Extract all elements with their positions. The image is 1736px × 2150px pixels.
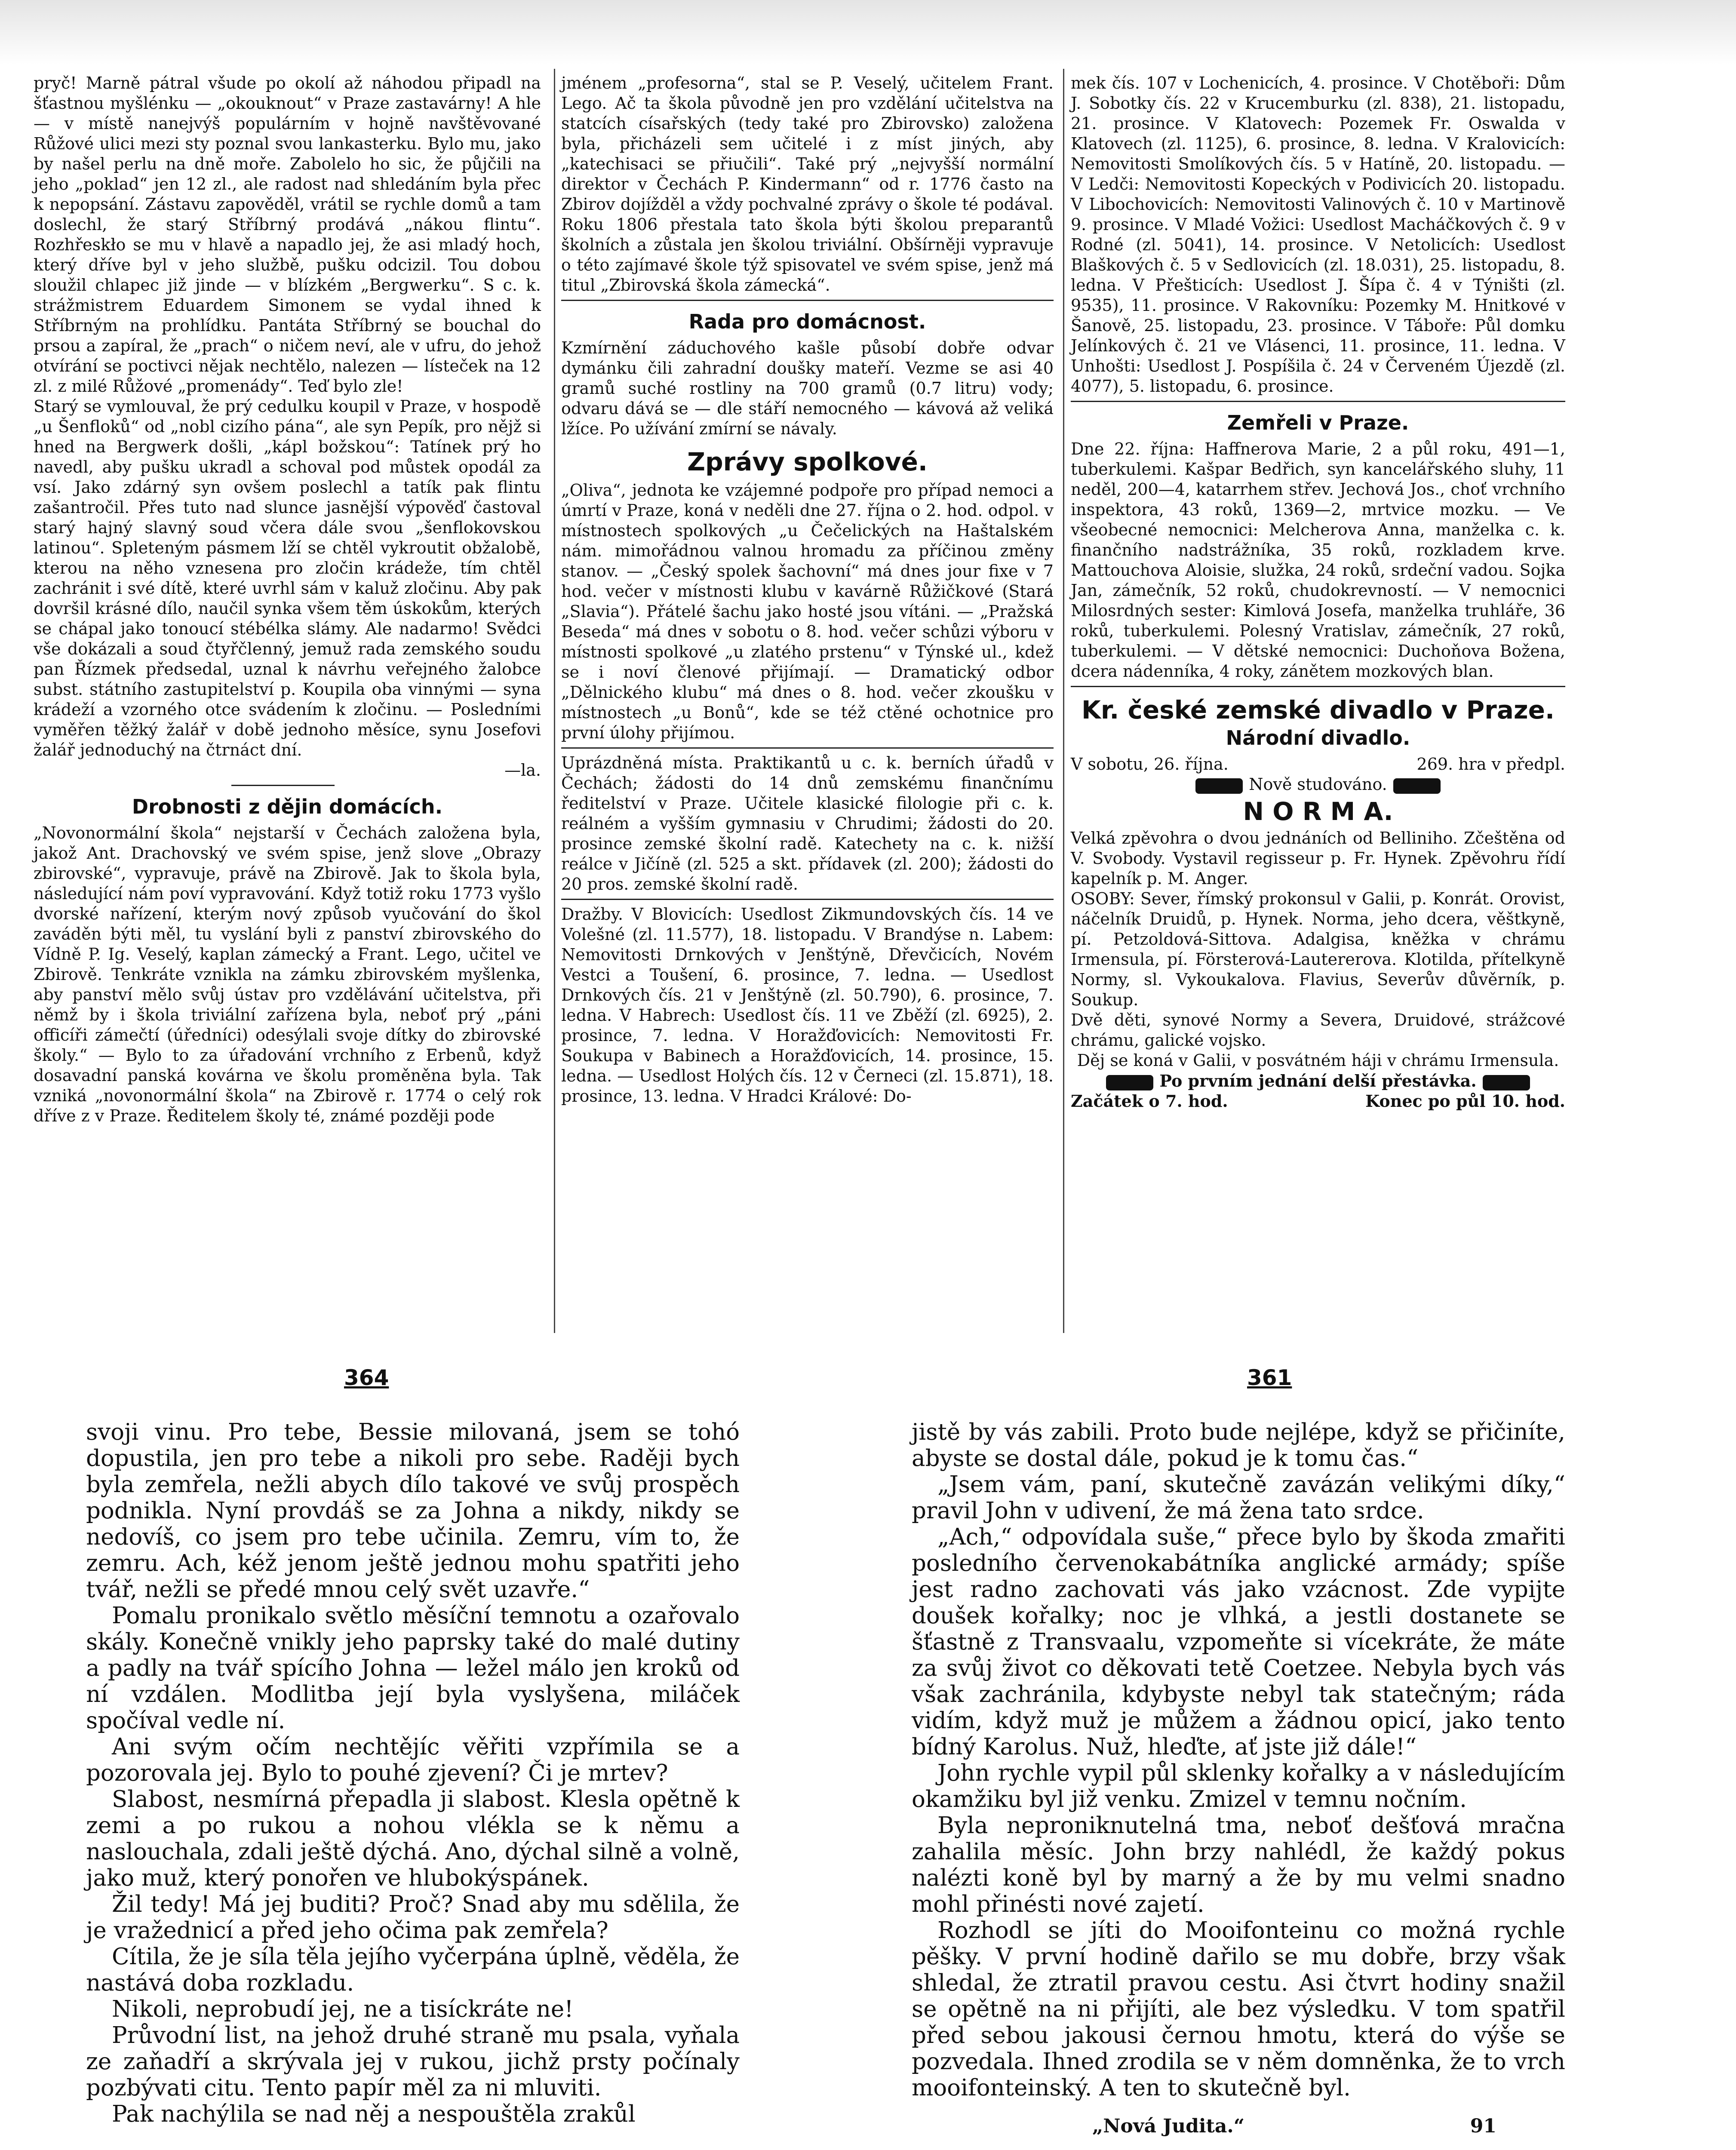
page-number-right: 361 bbox=[1247, 1365, 1292, 1390]
story-paragraph: Žil tedy! Má jej buditi? Proč? Snad aby mu sdělila, že je vražednicí a před jeho očima pak zemřela? bbox=[86, 1891, 740, 1944]
column-divider bbox=[1063, 69, 1064, 1333]
performance-date: V sobotu, 26. října. bbox=[1071, 755, 1229, 774]
divider bbox=[561, 747, 1054, 749]
section-heading: Zemřeli v Praze. bbox=[1227, 411, 1409, 434]
story-paragraph: Pak nachýlila se nad něj a nespouštěla zrakůl bbox=[112, 2101, 636, 2127]
story-paragraph: „Jsem vám, paní, skutečně zavázán velikými díky,“ pravil John v udivení, že má žena tato srdce. bbox=[912, 1471, 1565, 1524]
intermission-text: Po prvním jednání delší přestávka. bbox=[1159, 1071, 1477, 1090]
page-top-shadow bbox=[0, 0, 1736, 64]
pointing-hand-icon bbox=[1195, 778, 1243, 794]
new-study-note bbox=[1071, 774, 1565, 795]
pointing-hand-icon bbox=[1393, 778, 1441, 794]
setting-note: Děj se koná v Galii, v posvátném háji v chrámu Irmensula. bbox=[1077, 1051, 1559, 1070]
opera-description: Velká zpěvohra o dvou jednáních od Belliniho. Zčeštěna od V. Svobody. Vystavil regisseur p. Fr. Hynek. Zpěvohru řídí kapelník p. M. Anger. bbox=[1071, 829, 1565, 888]
article-text: mek čís. 107 v Lochenicích, 4. prosince. V Chotěboři: Dům J. Sobotky čís. 22 v Krucemburku (zl. 838), 21. listopadu, 21. prosince. V Klatovech: Pozemek Fr. Oswalda v Klatovech (zl. 1125), 6. prosince, 8. ledna. V Kralovicích: Nemovitosti Smolíkových čís. 5 v Hatíně, 20. listopadu. — V Ledči: Nemovitosti Kopeckých v Podivicích 20. listopadu. V Libochovicích: Nemovitosti Valinových č. 10 v Martinově 9. prosince. V Mladé Vožici: Usedlost Macháčkových č. 9 v Rodné (zl. 5041), 14. prosince. V Netolicích: Usedlost Blaškových č. 5 v Sedlovicích (zl. 18.031), 25. listopadu, 8. ledna. V Přešticích: Usedlost J. Šípa č. 4 v Týništi (zl. 9535), 11. prosince. V Rakovníku: Pozemky M. Hnitkové v Šanově, 25. listopadu, 23. prosince. V Táboře: Půl domku Jelínkových č. 21 ve Vlásenci, 11. prosince, 11. ledna. V Unhošti: Usedlost J. Pospíšila č. 24 v Červeném Újezdě (zl. 4077), 5. listopadu, 6. prosince. bbox=[1071, 74, 1565, 396]
newspaper-column-3 bbox=[1071, 73, 1565, 1111]
theatre-title: Kr. české zemské divadlo v Praze. bbox=[1081, 695, 1555, 725]
time-row bbox=[1071, 1091, 1565, 1111]
book-page-right bbox=[912, 1419, 1565, 2139]
end-time: Konec po půl 10. hod. bbox=[1365, 1091, 1565, 1111]
cast-extras: Dvě děti, synové Normy a Severa, Druidové, strážcové chrámu, galické vojsko. bbox=[1071, 1010, 1565, 1050]
divider bbox=[561, 300, 1054, 301]
intermission-note bbox=[1071, 1071, 1565, 1091]
subscription-number: 269. hra v předpl. bbox=[1416, 755, 1565, 774]
start-time: Začátek o 7. hod. bbox=[1071, 1091, 1228, 1111]
story-paragraph: Byla neproniknutelná tma, neboť dešťová mračna zahalila měsíc. John brzy nahlédl, že každý pokus nalézti koně byl by marný a že by mu velmi snadno mohl přinésti nové zajetí. bbox=[912, 1812, 1565, 1917]
story-paragraph: Nikoli, neprobudí jej, ne a tisíckráte ne! bbox=[112, 1996, 574, 2022]
story-paragraph: Rozhodl se jíti do Mooifonteinu co možná rychle pěšky. V první hodině dařilo se mu dobře, brzy však shledal, že ztratil pravou cestu. Asi čtvrt hodiny snažil se opětně na ni přijíti, ale bez výsledku. V tom spatřil před sebou jakousi černou hmotu, která do výše se pozvedala. Ihned zrodila se v něm domněnka, že to vrch mooifonteinský. A ten to skutečně byl. bbox=[912, 1917, 1565, 2101]
article-text: pryč! Marně pátral všude po okolí až náhodou připadl na šťastnou myšlénku — „okouknout“ v Praze zastavárny! A hle — v místě nanejvýš populárním v hojně navštěvované Růžové ulici mezi sty poznal svou lankasterku. Bylo mu, jako by našel perlu na dně moře. Zabolelo ho sic, že půjčili na jeho „poklad“ jen 12 zl., ale radost nad shledáním byla přec k nepopsání. Zástavu zapověděl, vrátil se rychle domů a tam doslechl, že starý Stříbrný prodává „nákou flintu“. Rozhřeskło se mu v hlavě a napadlo jej, že asi mladý hoch, který dříve byl v jeho službě, pušku odcizil. Tou dobou sloužil chlapec již jinde — v blízkém „Bergwerku“. S c. k. strážmistrem Eduardem Simonem se vydal ihned k Stříbrným na prohlídku. Pantáta Stříbrný se bouchal do prsou a zapíral, že „prach“ o ničem neví, ale v ufru, do jehož otvírání se poctivci nějak nechtělo, nalezen — lísteček na 12 zl. z milé Růžové „promenády“. Teď bylo zle! bbox=[34, 74, 541, 396]
divider bbox=[1071, 686, 1565, 687]
story-paragraph: Ani svým očím nechtějíc věřiti vzpřímila se a pozorovala jej. Bylo to pouhé zjevení? Či je mrtev? bbox=[86, 1734, 740, 1786]
section-heading: Rada pro domácnost. bbox=[688, 310, 926, 333]
article-text: jménem „profesorna“, stal se P. Veselý, učitelem Frant. Lego. Ač ta škola původně jen pro vzdělání učitelstva na statcích císařských (tedy také pro Zbirovsko) založena byla, přicházeli sem učitelé i z míst jiných, aby „katechisaci se přiučili“. Také prý „nejvyšší normální direktor v Čechách P. Kindermann“ od r. 1776 často na Zbirov dojížděl a vždy pochvalné zprávy o škole té podával. Roku 1806 přestala tato škola býti školou preparantů školních a zůstala jen školou triviální. Obšírněji vypravuje o této zajímavé škole týž spisovatel ve svém spise, jenž má titul „Zbirovská škola zámecká“. bbox=[561, 74, 1054, 295]
story-paragraph: svoji vinu. Pro tebe, Bessie milovaná, jsem se tohó dopustila, jen pro tebe a nikoli pro sebe. Raději bych byla zemřela, nežli abych dílo takové ve svůj prospěch podnikla. Nyní provdáš se za Johna a nikdy, nikdy se nedovíš, co jsem pro tebe učinila. Zemru, vím to, že zemru. Ach, kéž jenom ještě jednou mohu spatřiti jeho tvář, nežli se předé mnou celý svět uzavře.“ bbox=[86, 1419, 740, 1603]
divider bbox=[1071, 401, 1565, 402]
story-paragraph: Cítila, že je síla těla jejího vyčerpána úplně, věděla, že nastává doba rozkladu. bbox=[86, 1944, 740, 1996]
pointing-hand-icon bbox=[1106, 1075, 1153, 1090]
newspaper-column-1 bbox=[34, 73, 541, 1126]
story-paragraph: „Ach,“ odpovídala suše,“ přece bylo by škoda zmařiti posledního červenokabátníka anglické armády; spíše jest radno zachovati vás jako vzácnost. Zde vypijte doušek kořalky; noc je vlhká, a jestli dostanete se šťastně z Transvaalu, vzpomeňte si vícekráte, že máte za svůj život co děkovati tetě Coetzee. Nebyla bych vás však zachránila, kdybyste nebyl tak statečným; ráda vidím, když muž je můžem a žádnou opicí, jako tento bídný Karolus. Nuž, hleďte, ať jste již dále!“ bbox=[912, 1524, 1565, 1760]
page-number-left: 364 bbox=[344, 1365, 389, 1390]
article-text: Dražby. V Blovicích: Usedlost Zikmundovských čís. 14 ve Volešné (zl. 11.577), 18. listopadu. V Brandýse n. Labem: Nemovitosti Drnkových v Jenštýně, Dřevčicích, Novém Vestci a Toušení, 6. prosince, 7. ledna. — Usedlost Drnkových čís. 21 v Jenštýně (zl. 50.790), 6. prosince, 7. ledna. V Habrech: Usedlost čís. 11 ve Zběží (zl. 6925), 2. prosince, 7. ledna. V Horažďovicích: Nemovitosti Fr. Soukupa v Babinech a Horažďovicích, 14. prosince, 15. ledna. — Usedlost Holých čís. 12 v Černeci (zl. 15.871), 18. prosince, 13. ledna. V Hradci Králové: Do- bbox=[561, 905, 1054, 1106]
new-study-text: Nově studováno. bbox=[1249, 775, 1387, 794]
divider bbox=[561, 899, 1054, 900]
story-paragraph: John rychle vypil půl sklenky kořalky a v následujícím okamžiku byl již venku. Zmizel v temnu nočním. bbox=[912, 1760, 1565, 1812]
article-text: „Oliva“, jednota ke vzájemné podpoře pro případ nemoci a úmrtí v Praze, koná v neděli dne 27. října o 2. hod. odpol. v místnostech spolkových „u Čečelických na Haštalském nám. mimořádnou valnou hromadu za příčinou změny stanov. — „Český spolek šachovní“ má dnes jour fixe v 7 hod. večer v místnosti klubu v kavárně Růžičkové (Stará „Slavia“). Přátelé šachu jako hosté jsou vítáni. — „Pražská Beseda“ má dnes v sobotu o 8. hod. večer schůzi výboru v místnosti spolkové „u zlatého prstenu“ v Týnské ul., kdež se i noví členové přijímají. — Dramatický odbor „Dělnického klubu“ má dnes o 8. hod. večer zkoušku v místnostech „u Bonů“, kde se též ctěné ochotnice pro první úlohy přijímou. bbox=[561, 481, 1054, 742]
opera-title: N O R M A. bbox=[1243, 797, 1393, 826]
signature-number: 91 bbox=[1470, 2115, 1496, 2137]
story-paragraph: jistě by vás zabili. Proto bude nejlépe, když se přičiníte, abyste se dostal dále, pokud je k tomu čas.“ bbox=[912, 1419, 1565, 1471]
performance-date-row bbox=[1071, 754, 1565, 774]
book-page-left bbox=[86, 1419, 740, 2127]
section-heading: Zprávy spolkové. bbox=[687, 447, 928, 476]
pointing-hand-icon bbox=[1483, 1075, 1530, 1090]
article-text: Starý se vymlouval, že prý cedulku koupil v Praze, v hospodě „u Šenfloků“ od „nobl cizího pána“, ale syn Pepík, pro nějž si hned na Bergwerk došli, „kápl božskou“: Tatínek prý ho navedl, aby pušku ukradl a schoval pod můstek opodál za vsí. Jako zdárný syn ovšem poslechl a tatík pak flintu zašantročil. Přes tuto nad slunce jasnější výpověď častoval starý hajný slavný soud včera dále svou „šenflokovskou latinou“. Spleteným pásmem lží se chtěl vykroutit obžalobě, kterou na něho vznesena pro zločin krádeže, tím chtěl zachránit i své dítě, které uvrhl sám v kaluž zločinu. Aby pak dovršil krásné dílo, naučil synka všem těm úskokům, kterých se chápal jako tonoucí stébélka slámy. Ale nadarmo! Svědci vše dokázali a soud čtyřčlenný, jemuž rada zemského soudu pan Řízmek předsedal, uznal k návrhu veřejného žalobce subst. státního zastupitelství p. Koupila oba vinnými — syna krádeží a vzorného otce svádením k zločinu. — Posledními vyměřen těžký žalář v době jednoho měsíce, synu Josefovi žalář jednoduchý na čtrnáct dní. bbox=[34, 397, 541, 759]
article-text: Dne 22. října: Haffnerova Marie, 2 a půl roku, 491—1, tuberkulemi. Kašpar Bedřich, syn kancelářského sluhy, 11 neděl, 200—4, katarrhem střev. Jechová Jos., choť vrchního inspektora, 43 roků, 1369—2, mrtvice mozku. — Ve všeobecné nemocnici: Melcherova Anna, manželka c. k. finančního nadstrážníka, 35 roků, rozkladem krve. Mattouchova Aloisie, služka, 24 roků, srdeční vadou. Sojka Jan, zámečník, 52 roků, chudokrevností. — V nemocnici Milosrdných sester: Kimlová Josefa, manželka truhláře, 36 roků, tuberkulemi. Polesný Vratislav, zámečník, 27 roků, tuberkulemi. — V dětské nemocnici: Duchoňova Božena, dcera nádenníka, 4 roky, zánětem mozkových blan. bbox=[1071, 439, 1565, 681]
cast-list: OSOBY: Sever, římský prokonsul v Galii, p. Konrát. Orovist, náčelník Druidů, p. Hynek. Norma, jeho dcera, věštkyně, pí. Petzoldová-Sittova. Adalgisa, kněžka v chrámu Irmensula, pí. Försterová-Lautererova. Klotilda, přítelkyně Normy, sl. Vykoukalova. Flavius, Severův důvěrník, p. Soukup. bbox=[1071, 889, 1565, 1009]
column-divider bbox=[554, 69, 555, 1333]
story-paragraph: Průvodní list, na jehož druhé straně mu psala, vyňala ze zaňadří a skrývala jej v rukou, jichž prsty počínaly pozbývati citu. Tento papír měl za ni mluviti. bbox=[86, 2022, 740, 2101]
story-paragraph: Pomalu pronikalo světlo měsíční temnotu a ozařovalo skály. Konečně vnikly jeho paprsky také do malé dutiny a padly na tvář spícího Johna — ležel málo jen kroků od ní vzdálen. Modlitba její byla vyslyšena, miláček spočíval vedle ní. bbox=[86, 1603, 740, 1734]
theatre-subtitle: Národní divadlo. bbox=[1226, 726, 1410, 749]
section-heading: Drobnosti z dějin domácích. bbox=[132, 795, 443, 818]
story-paragraph: Slabost, nesmírná přepadla ji slabost. Klesla opětně k zemi a po rukou a nohou vlékla se k němu a naslouchala, zdali ještě dýchá. Ano, dýchal silně a volně, jako muž, který ponořen ve hlubokýspánek. bbox=[86, 1786, 740, 1891]
page-footer bbox=[912, 2113, 1565, 2139]
article-text: Uprázdněná místa. Praktikantů u c. k. berních úřadů v Čechách; žádosti do 14 dnů zemskému finančnímu ředitelství v Praze. Učitele klasické filologie při c. k. reálném a vyšším gymnasiu v Chrudimi; žádosti do 20. prosince zemské školní radě. Katechety na c. k. nižší reálce v Jičíně (zl. 525 a skt. přídavek (zl. 200); žádosti do 20 pros. zemské školní radě. bbox=[561, 753, 1054, 894]
newspaper-column-2 bbox=[561, 73, 1054, 1106]
book-title-footer: „Nová Judita.“ bbox=[1092, 2115, 1245, 2137]
article-signature: —la. bbox=[504, 761, 541, 780]
article-text: „Novonormální škola“ nejstarší v Čechách založena byla, jakož Ant. Drachovský ve svém spise, jenž slove „Obrazy zbirovské“, vypravuje, právě na Zbirově. Jak to škola byla, následující nám poví vypravování. Když totiž roku 1773 vyšlo dvorské nařízení, kterým nový způsob vyučování do škol zaváděn býti měl, tu vyslání byli z panství zbirovského do Vídně P. Ig. Veselý, kaplan zámecký a Frant. Lego, učitel ve Zbirově. Tenkráte vznikla na zámku zbirovském myšlenka, aby panství mělo svůj ústav pro vzdělávání učitelstva, při němž by i škola triviální zařízena byla, neboť prý „páni officíři zámečtí (úředníci) odesýlali svoje dítky do zbirovské školy.“ — Bylo to za úřadování vrchního z Erbenů, když dosavadní panská kovárna ve školu proměněna byla. Tak vzniká „novonormální škola“ na Zbirově r. 1774 o celý rok dříve z v Praze. Ředitelem školy té, známé později pode bbox=[34, 823, 541, 1125]
article-text: Kzmírnění záduchového kašle působí dobře odvar dymánku čili zahradní doušky mateří. Vezme se asi 40 gramů suché rostliny na 700 gramů (0.7 litru) vody; odvaru dává se — dle stáří nemocného — kávová až veliká lžíce. Po užívání zmírní se návaly. bbox=[561, 338, 1054, 438]
divider bbox=[231, 785, 335, 786]
